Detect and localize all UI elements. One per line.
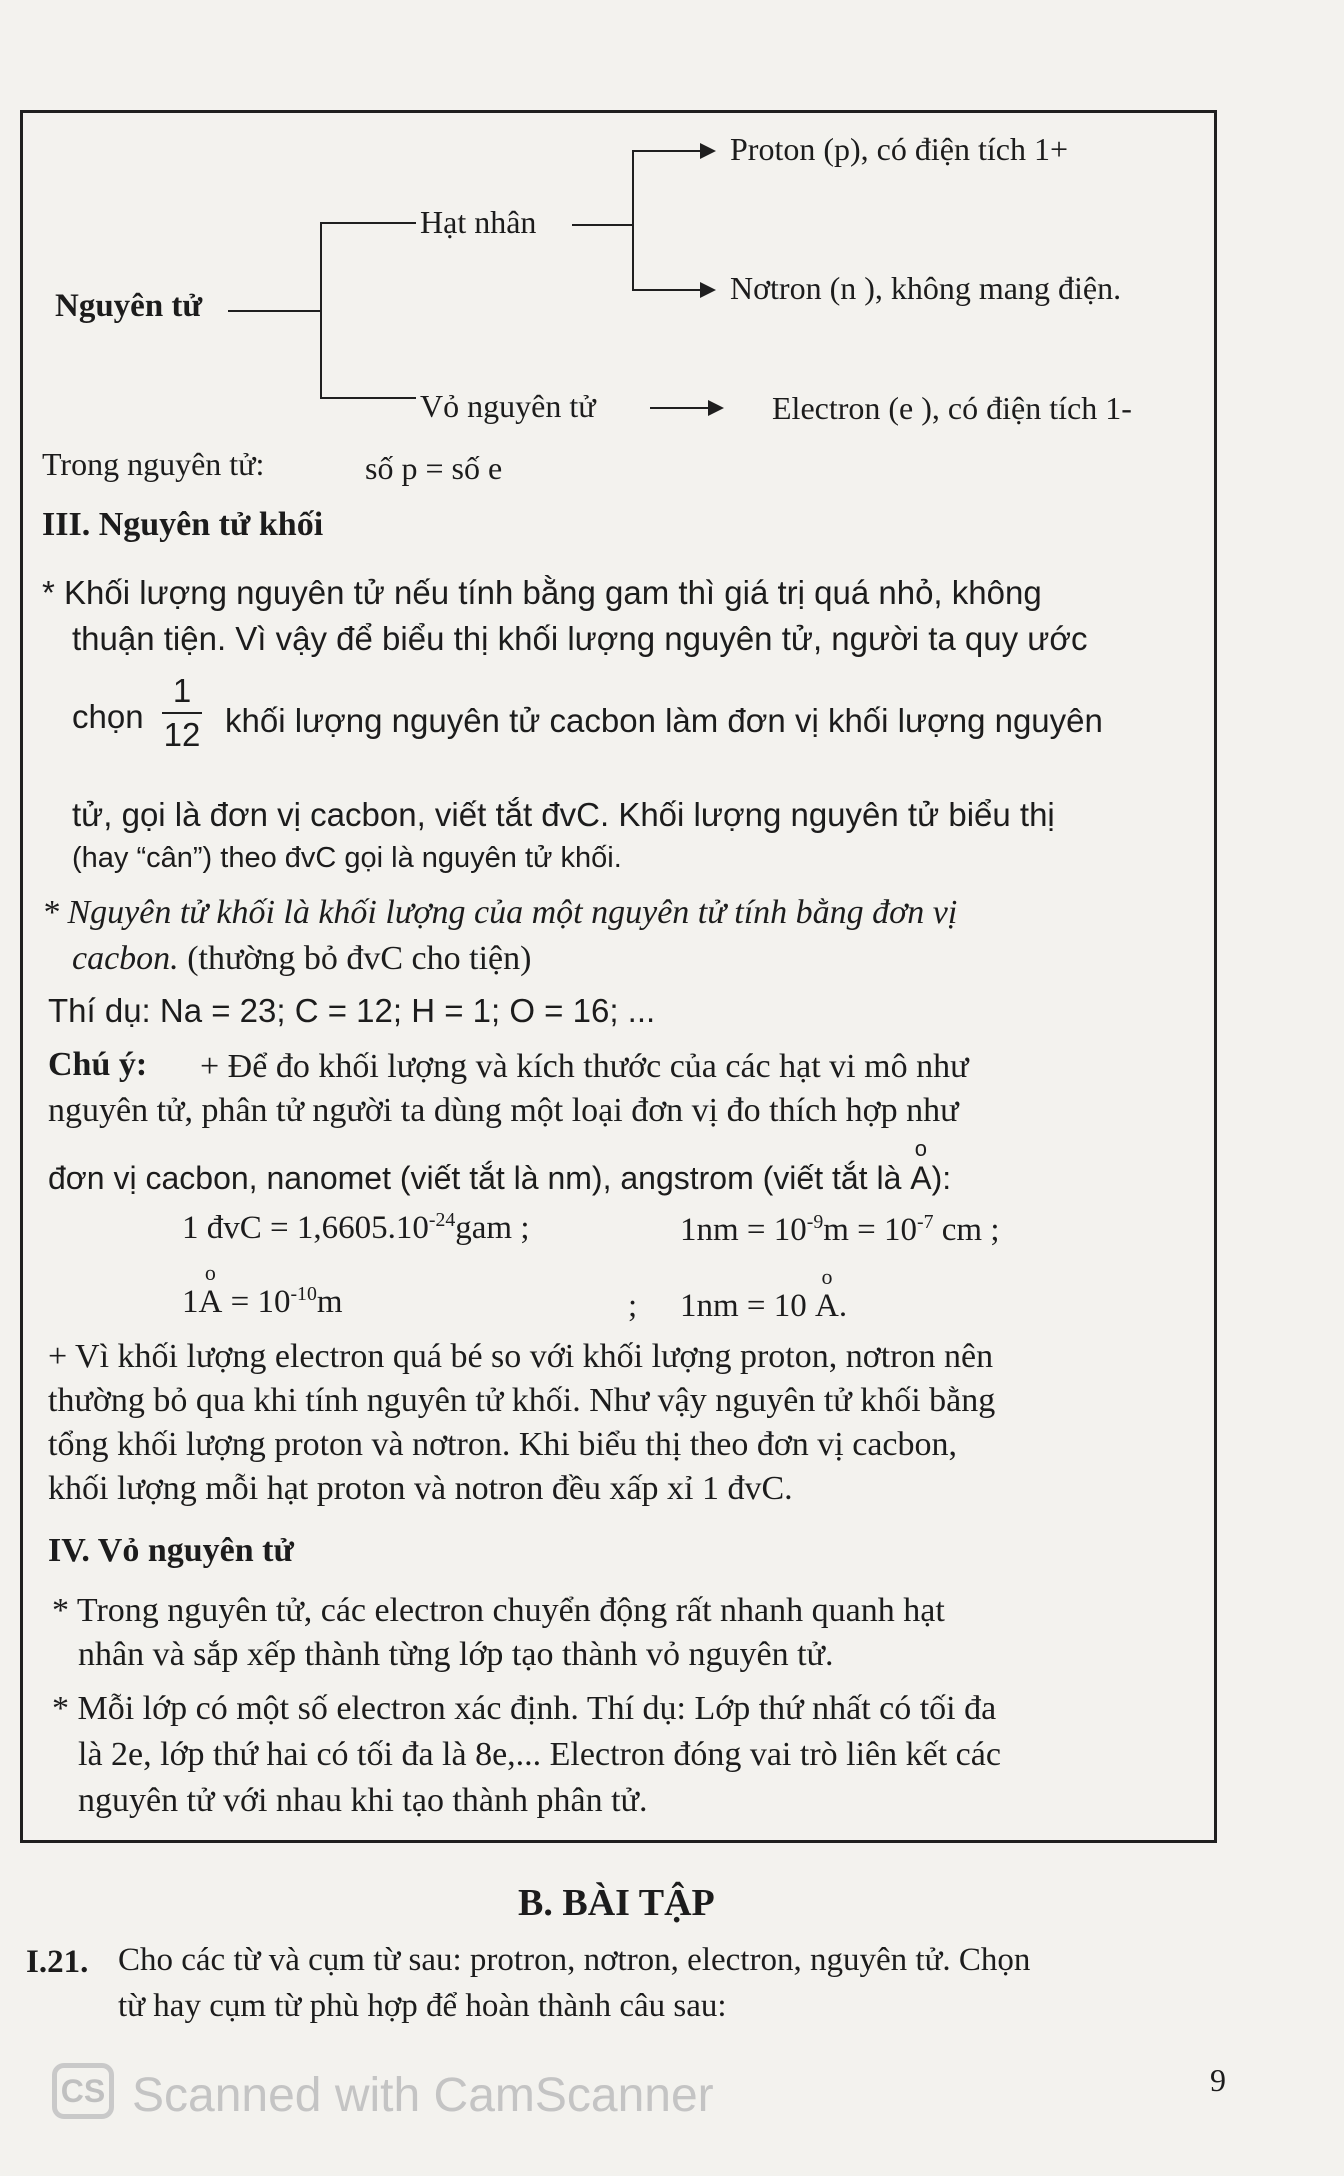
- diagram-shell: Vỏ nguyên tử: [420, 388, 596, 424]
- paragraph-line: thường bỏ qua khi tính nguyên tử khối. Như vậy nguyên tử khối bằng: [48, 1382, 996, 1419]
- camscanner-logo: CS: [52, 2063, 114, 2119]
- paragraph-line: thuận tiện. Vì vậy để biểu thị khối lượng nguyên tử, người ta quy ước: [72, 620, 1088, 657]
- formula-unit: m: [316, 1284, 343, 1320]
- diagram-neutron: Nơtron (n ), không mang điện.: [730, 270, 1122, 306]
- example-line: Thí dụ: Na = 23; C = 12; H = 1; O = 16; ...: [48, 992, 656, 1029]
- definition-line-2: [72, 942, 531, 976]
- formula-nm: [680, 1211, 1000, 1248]
- formula-unit: gam ;: [455, 1210, 530, 1246]
- formula-text: 1 đvC = 1,6605.10: [182, 1210, 429, 1246]
- electron-arrow-icon: [708, 400, 724, 416]
- angstrom-symbol: [910, 1136, 932, 1196]
- formula-separator: ;: [628, 1288, 638, 1324]
- angstrom-symbol: [815, 1264, 839, 1324]
- question-line: từ hay cụm từ phù hợp để hoàn thành câu sau:: [118, 1988, 727, 2024]
- camscanner-watermark: Scanned with CamScanner: [132, 2069, 714, 2122]
- definition-line: * Nguyên tử khối là khối lượng của một nguyên tử tính bằng đơn vị: [42, 894, 958, 931]
- formula-text: m = 10: [823, 1212, 918, 1248]
- paragraph-line: * Trong nguyên tử, các electron chuyển động rất nhanh quanh hạt: [52, 1592, 945, 1629]
- electron-arrow-line: [650, 407, 710, 409]
- rule-formula: số p = số e: [365, 450, 503, 486]
- paragraph-line: * Mỗi lớp có một số electron xác định. Thí dụ: Lớp thứ nhất có tối đa: [52, 1690, 997, 1727]
- angstrom-letter: A: [910, 1160, 932, 1196]
- paragraph-line: (hay “cân”) theo đvC gọi là nguyên tử khối.: [72, 842, 622, 874]
- proton-arrow-line: [632, 150, 702, 152]
- formula-angstrom: [182, 1260, 343, 1320]
- formula-text: 1nm = 10: [680, 1288, 807, 1324]
- paragraph-line: khối lượng nguyên tử cacbon làm đơn vị khối lượng nguyên: [225, 702, 1103, 739]
- shell-connector: [320, 397, 416, 399]
- angstrom-letter: A: [815, 1288, 839, 1324]
- section-heading-atomic-shell: IV. Vỏ nguyên tử: [48, 1532, 294, 1569]
- angstrom-letter: A: [198, 1284, 223, 1320]
- definition-rest: (thường bỏ đvC cho tiện): [178, 940, 532, 977]
- angstrom-ring: o: [914, 1136, 928, 1161]
- formula-text: 1nm = 10: [680, 1212, 807, 1248]
- paragraph-line: tổng khối lượng proton và nơtron. Khi biểu thị theo đơn vị cacbon,: [48, 1426, 958, 1463]
- question-number: I.21.: [26, 1944, 89, 1980]
- paragraph-line: là 2e, lớp thứ hai có tối đa là 8e,... Electron đóng vai trò liên kết các: [78, 1736, 1001, 1773]
- paragraph-line: nhân và sắp xếp thành từng lớp tạo thành vỏ nguyên tử.: [78, 1636, 834, 1673]
- root-connector: [228, 310, 320, 312]
- formula-text: = 10: [222, 1284, 291, 1320]
- paragraph-line: nguyên tử với nhau khi tạo thành phân tử.: [78, 1782, 648, 1819]
- neutron-arrow-icon: [700, 282, 716, 298]
- angstrom-symbol: [198, 1260, 223, 1320]
- fraction-numerator: 1: [162, 672, 202, 714]
- note-line-text: đơn vị cacbon, nanomet (viết tắt là nm), angstrom (viết tắt là: [48, 1160, 902, 1196]
- root-branch: [320, 222, 322, 398]
- paragraph-line: chọn: [72, 698, 144, 735]
- note-label: Chú ý:: [48, 1046, 148, 1083]
- diagram-root: Nguyên tử: [55, 288, 203, 324]
- paragraph-line: khối lượng mỗi hạt proton và notron đều xấp xỉ 1 đvC.: [48, 1470, 793, 1507]
- formula-end: .: [838, 1288, 848, 1324]
- angstrom-ring: o: [204, 1260, 216, 1285]
- angstrom-ring: o: [821, 1264, 833, 1289]
- formula-dvc: [182, 1209, 530, 1246]
- note-line: nguyên tử, phân tử người ta dùng một loại đơn vị đo thích hợp như: [48, 1092, 959, 1129]
- formula-exponent: -9: [806, 1211, 824, 1233]
- paragraph-line: * Khối lượng nguyên tử nếu tính bằng gam thì giá trị quá nhỏ, không: [42, 574, 1042, 611]
- diagram-electron: Electron (e ), có điện tích 1-: [772, 390, 1132, 426]
- diagram-nucleus: Hạt nhân: [420, 204, 537, 240]
- rule-prefix: Trong nguyên tử:: [42, 446, 265, 482]
- page-number: 9: [1210, 2062, 1226, 2098]
- fraction-denominator: 12: [163, 716, 201, 753]
- proton-arrow-icon: [700, 143, 716, 159]
- note-line-end: ):: [931, 1160, 952, 1196]
- diagram-proton: Proton (p), có điện tích 1+: [730, 131, 1068, 167]
- formula-exponent: -10: [290, 1283, 317, 1305]
- question-line: Cho các từ và cụm từ sau: protron, nơtron, electron, nguyên tử. Chọn: [118, 1942, 1031, 1978]
- section-heading-atomic-mass: III. Nguyên tử khối: [42, 506, 324, 543]
- formula-text: 1: [182, 1284, 199, 1320]
- definition-italic: cacbon.: [72, 940, 179, 977]
- nucleus-branch: [632, 150, 634, 290]
- formula-exponent: -24: [428, 1209, 456, 1231]
- paragraph-line: + Vì khối lượng electron quá bé so với khối lượng proton, nơtron nên: [48, 1338, 994, 1375]
- neutron-arrow-line: [632, 289, 702, 291]
- nucleus-connector: [320, 222, 416, 224]
- paragraph-line: tử, gọi là đơn vị cacbon, viết tắt đvC. Khối lượng nguyên tử biểu thị: [72, 796, 1055, 833]
- note-line-angstrom: [48, 1136, 952, 1196]
- formula-unit: cm ;: [933, 1212, 1000, 1248]
- formula-exponent: -7: [917, 1211, 934, 1233]
- note-line: + Để đo khối lượng và kích thước của các hạt vi mô như: [200, 1048, 969, 1085]
- nucleus-branch-connector: [572, 224, 632, 226]
- formula-nm-angstrom: [680, 1264, 848, 1324]
- fraction-one-twelfth: [162, 672, 202, 754]
- exercises-heading: B. BÀI TẬP: [518, 1882, 715, 1924]
